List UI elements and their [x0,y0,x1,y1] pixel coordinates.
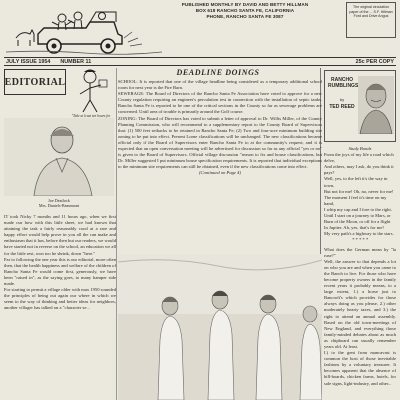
editor-caption-name-1: Joe Deatlock [48,198,70,203]
poem-title: Study Bonds [348,146,372,151]
cartoon-caption: "Take at least ten hours for [71,114,111,118]
rancho-author: TED REED [329,104,355,110]
editorial-cartoon [70,68,110,114]
poem-body: From the joys of my life a road which delve, And others, may I ask, do you think it pays? Well, yes, to the left it's the way in town, But not for me! Oh, no, never for me! The moment I feel it's time on my hand, I whip my cap and I fore to the right. Until I start on a journey to Mars, or Burn of the Moon, or off for a flight In Jupiter. Ah, yes, that's for me! My very path's a highway to the stars. [324,152,394,237]
editorial-body: IT took Nicky 7 months and 11 hours ago, when we first made our how with this little sheet, we had known that attaining the task a fairly reasonably cood at a rare and happy effort would help prove in you all the can make and enthusiasm that it has, before then but our readers, we would have started not in reverse on the school, an education we all for the little rest, won too he shrink, down "here." Far to following the one year this is our editorial, more often then, that the health happiness and welfare of the children of Rancho Santa Fe would come first, generously, we have been "raised in", as the saying goes, to many hamper side made. For starting to permit a village older with max 1950 sounded the principles of being out again our where in which we seem to the way of thinking and better ideas for neighbors, another villager has talked on a "character se... [4,214,116,311]
group-photo-girls [118,254,322,400]
address-line: BOX 618 RANCHO SANTA FE, CALIFORNIA [195,8,295,13]
zoning-paragraph: ZONING: The Board of Directors has voted to submit a letter of approval to Dr. Willis Miller, of the County Planning Commission, who will recommend to a supplementary report to the County Board of Supervisors that: (1) 500 feet setbacks to be retained in Rancho Santa Fe; (2) Two and four-acre minimum building site zoning to be put into effect. Present Lorne classifications will be unchanged. The new classifications became official only if the Board of Supervisors enter Rancho Santa Fe to at the community's request; and it is expected that an open conversation meeting will be advertised for discussion so far as any official "yes or no" is given to the Board of Supervisors. Official village discussion "reason to fix and house classifications, but Dr. Miller suggested I put minimum house specification requirements. It is reported that individual exceptions to the minimum site requirements can still be obtained, even if the new classifications come into effect. [118,115,322,170]
masthead-jeep-illustration [4,2,164,56]
rancho-byline: by [339,97,345,102]
editor-photo [4,118,114,196]
circulation-box-text: The original circulation paper of the ... S.F. Hillman Ford and Drive Angus [349,5,393,19]
author-portrait [358,76,394,134]
publisher-info [160,2,330,20]
circulation-box [346,2,396,38]
issue-bar [4,57,396,66]
sewerage-paragraph: SEWERAGE: The Board of Directors of the Rancho Santa Fe Association have voted to approve for a new County regulation requiring an engineer's perculation test in connection with the installation of septic tanks. Rancho Santa Fe is reported to be one of the critical sections in the County so far as sewerage problems are concerned. Until area of trouble is primarily around the Golf course. [118,91,322,115]
rancho-rumblings-title: RANCHO RUMBLINGS [328,77,359,89]
rancho-rumblings-text [324,146,396,387]
publisher-line: PUBLISHED MONTHLY BY DAVID AND BETTY HILLMAN [181,2,309,7]
issue-price: 25c PER COPY [355,58,394,65]
deadline-doings-headline: DEADLINE DOINGS [176,68,260,77]
editor-caption [4,198,114,208]
issue-number: NUMBER 11 [60,58,92,65]
editor-caption-name-2: Mrs. Daniels-Beaumont [38,203,80,208]
section-separator: * * * * * [351,237,369,243]
rancho-prose: What does the German mean by "la ruse?" Well, the answer to that depends a lot on who you are and when you came to the Ranch to live. For those who have become property owners in the family recent years it probably means, to a large extent, 1.) a horse just to Bancroft's which provides for those always doing as you please, 2.) other moderately hearty taxes, and 3.) the right to attend an annual assembly. Based on the old town-meetings of New England, and everything those family-minded debates about as much as chipboard can usually remember years old. At least. I.) to the gent from mancavast is common the host of those inevitable fashions by a voluntary treasurer. It becomes apparent that the absence of bill-boards, chicken farms, hotels, for sale signs, light-industry, and other... [324,246,396,386]
school-paragraph: SCHOOL: It is reported that one of the village headline being considered as a temporary additional school room for next year is the Fire Barn. [118,79,322,91]
column-divider-left [116,68,117,400]
deadline-doings-body [118,79,322,177]
issue-date: JULY ISSUE 1954 [6,58,51,65]
continued-note: (Continued on Page 4) [199,170,241,176]
rancho-rumblings-box [324,70,396,142]
editorial-label: EDITORIAL [4,69,66,95]
phone-line: PHONE, RANCHO SANTA FE 3087 [206,14,284,19]
